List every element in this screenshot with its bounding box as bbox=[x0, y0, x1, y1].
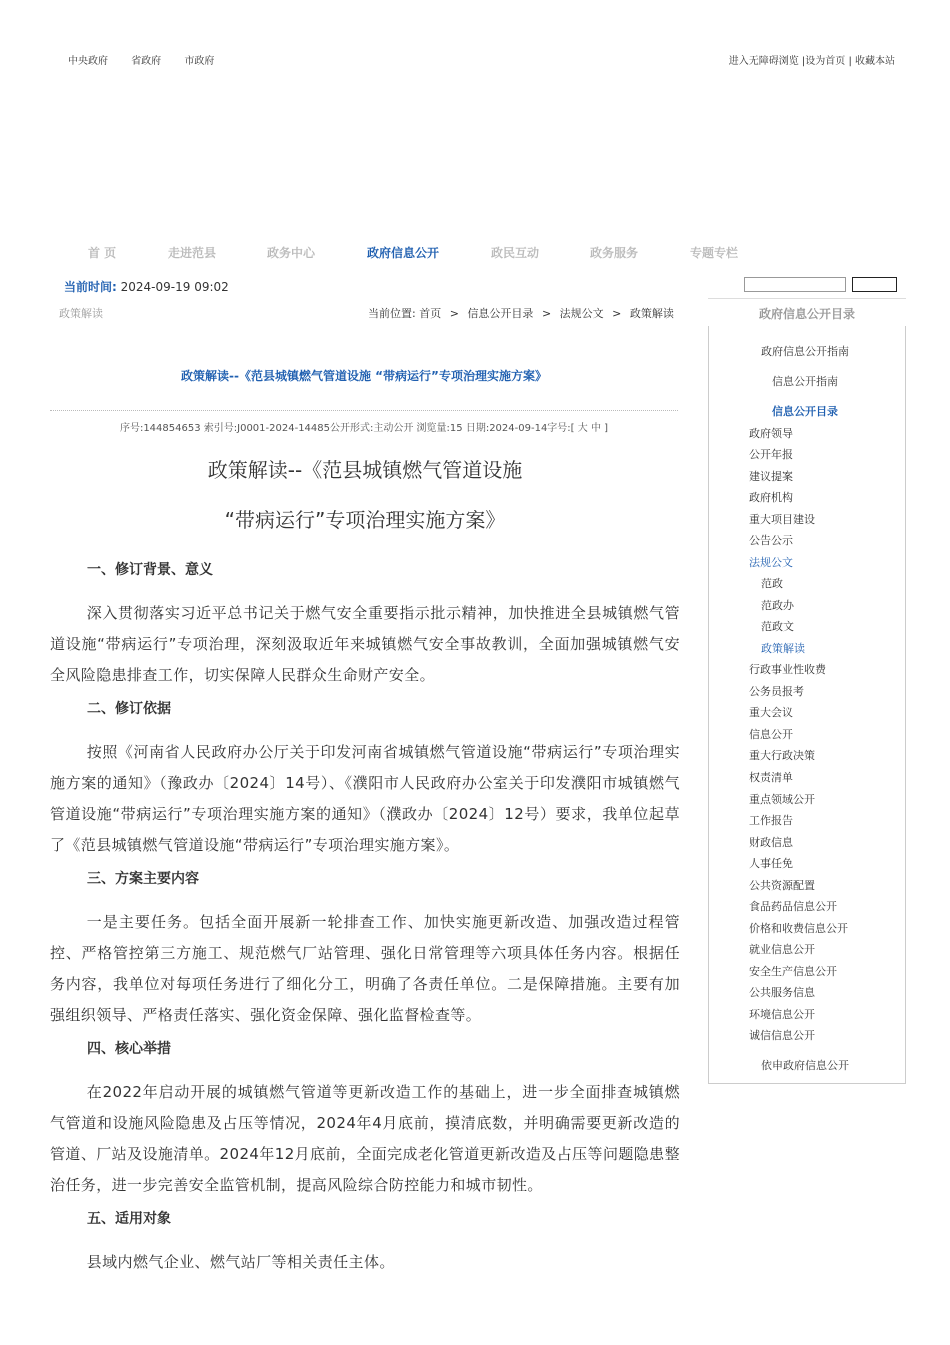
sidebar-item[interactable]: 工作报告 bbox=[749, 814, 793, 827]
search-button[interactable] bbox=[852, 277, 897, 292]
sidebar-item[interactable]: 就业信息公开 bbox=[749, 943, 815, 956]
sidebar-item[interactable]: 公告公示 bbox=[749, 534, 793, 547]
sidebar-item[interactable]: 公开年报 bbox=[749, 448, 793, 461]
sidebar-item[interactable]: 信息公开 bbox=[749, 728, 793, 741]
current-time-label: 当前时间: bbox=[64, 280, 117, 294]
current-time bbox=[64, 278, 229, 295]
sidebar-item[interactable]: 诚信信息公开 bbox=[749, 1029, 815, 1042]
nav-services[interactable]: 政务服务 bbox=[590, 246, 639, 260]
sidebar-panel bbox=[708, 326, 906, 1084]
nav-info-public[interactable]: 政府信息公开 bbox=[367, 246, 440, 260]
sidebar-item[interactable]: 价格和收费信息公开 bbox=[749, 922, 848, 935]
sidebar-item-info-guide[interactable]: 信息公开指南 bbox=[772, 375, 838, 388]
sidebar-item[interactable]: 公务员报考 bbox=[749, 685, 804, 698]
top-link-city[interactable]: 市政府 bbox=[184, 56, 215, 67]
sidebar-subitem[interactable]: 范政办 bbox=[761, 599, 794, 612]
sidebar-subitem[interactable]: 范政 bbox=[761, 577, 783, 590]
sidebar-item[interactable]: 公共资源配置 bbox=[749, 879, 815, 892]
sidebar bbox=[708, 298, 906, 1084]
sidebar-item[interactable]: 食品药品信息公开 bbox=[749, 900, 837, 913]
article-meta: 序号:144854653 索引号:J0001-2024-14485公开形式:主动公开 浏览量:15 日期:2024-09-14字号:[ 大 中 ] bbox=[119, 423, 609, 434]
section-paragraph: 在2022年启动开展的城镇燃气管道等更新改造工作的基础上，进一步全面排查城镇燃气管道和设施风险隐患及占压等情况，2024年4月底前，摸清底数，并明确需要更新改造的管道、厂站及设施清单。2024年12月底前，全面完成老化管道更新改造及占压等问题隐患整治任务，进一步完善安全监管机制，提高风险综合防控能力和城市韧性。 bbox=[50, 1083, 680, 1194]
section-label: 政策解读 bbox=[59, 307, 103, 320]
sidebar-item[interactable]: 财政信息 bbox=[749, 836, 793, 849]
breadcrumb-current[interactable]: 政策解读 bbox=[629, 307, 674, 320]
breadcrumb bbox=[368, 305, 674, 321]
sidebar-item-regulations[interactable]: 法规公文 bbox=[749, 556, 793, 569]
section-title: 五、适用对象 bbox=[87, 1211, 171, 1227]
sidebar-title: 政府信息公开目录 bbox=[708, 298, 906, 326]
sidebar-item[interactable]: 重大会议 bbox=[749, 706, 793, 719]
top-link-central[interactable]: 中央政府 bbox=[68, 56, 108, 67]
section-paragraph: 一是主要任务。包括全面开展新一轮排查工作、加快实施更新改造、加强改造过程管控、严格管控第三方施工、规范燃气厂站管理、强化日常管理等六项具体任务内容。根据任务内容，我单位对每项任务进行了细化分工，明确了各责任单位。二是保障措施。主要有加强组织领导、严格责任落实、强化资金保障、强化监督检查等。 bbox=[50, 913, 680, 1024]
sidebar-item[interactable]: 权责清单 bbox=[749, 771, 793, 784]
sidebar-item[interactable]: 公共服务信息 bbox=[749, 986, 815, 999]
section-paragraph: 深入贯彻落实习近平总书记关于燃气安全重要指示批示精神，加快推进全县城镇燃气管道设施“带病运行”专项治理，深刻汲取近年来城镇燃气安全事故教训，全面加强城镇燃气安全风险隐患排查工作，切实保障人民群众生命财产安全。 bbox=[50, 604, 680, 684]
sidebar-item-apply[interactable]: 依申政府信息公开 bbox=[761, 1059, 849, 1072]
sidebar-item-info-catalog[interactable]: 信息公开目录 bbox=[772, 405, 838, 418]
breadcrumb-separator: > bbox=[449, 307, 459, 320]
current-time-value: 2024-09-19 09:02 bbox=[120, 280, 229, 294]
search-input[interactable] bbox=[744, 277, 846, 292]
sidebar-item[interactable]: 行政事业性收费 bbox=[749, 663, 826, 676]
nav-home[interactable]: 首 页 bbox=[88, 246, 117, 260]
section-title: 三、方案主要内容 bbox=[87, 871, 199, 887]
section-title: 二、修订依据 bbox=[87, 701, 171, 717]
sidebar-item-guide[interactable]: 政府信息公开指南 bbox=[761, 345, 849, 358]
sidebar-subitem-policy[interactable]: 政策解读 bbox=[761, 642, 805, 655]
sidebar-subitem[interactable]: 范政文 bbox=[761, 620, 794, 633]
section-title: 四、核心举措 bbox=[87, 1041, 171, 1057]
article-heading-line1: 政策解读--《范县城镇燃气管道设施 bbox=[207, 458, 523, 482]
top-link-province[interactable]: 省政府 bbox=[131, 56, 162, 67]
nav-affairs[interactable]: 政务中心 bbox=[267, 246, 316, 260]
nav-topics[interactable]: 专题专栏 bbox=[690, 246, 739, 260]
sidebar-item[interactable]: 人事任免 bbox=[749, 857, 793, 870]
sidebar-item[interactable]: 重大行政决策 bbox=[749, 749, 815, 762]
sidebar-item[interactable]: 政府领导 bbox=[749, 427, 793, 440]
sidebar-item[interactable]: 重点领域公开 bbox=[749, 793, 815, 806]
breadcrumb-separator: > bbox=[541, 307, 552, 320]
main-nav bbox=[0, 244, 950, 262]
nav-interaction[interactable]: 政民互动 bbox=[491, 246, 540, 260]
breadcrumb-regulations[interactable]: 法规公文 bbox=[559, 307, 604, 320]
sidebar-item[interactable]: 重大项目建设 bbox=[749, 513, 815, 526]
section-paragraph: 县域内燃气企业、燃气站厂等相关责任主体。 bbox=[86, 1253, 395, 1271]
divider bbox=[50, 410, 678, 411]
section-title: 一、修订背景、意义 bbox=[87, 562, 213, 578]
breadcrumb-catalog[interactable]: 信息公开目录 bbox=[467, 307, 534, 320]
sidebar-item[interactable]: 环境信息公开 bbox=[749, 1008, 815, 1021]
top-right-links[interactable]: 进入无障碍浏览 |设为首页 | 收藏本站 bbox=[728, 56, 895, 67]
article-heading-line2: “带病运行”专项治理实施方案》 bbox=[224, 508, 506, 532]
breadcrumb-separator: > bbox=[612, 307, 622, 320]
sidebar-item[interactable]: 建议提案 bbox=[749, 470, 793, 483]
sidebar-item[interactable]: 安全生产信息公开 bbox=[749, 965, 837, 978]
article-title: 政策解读--《范县城镇燃气管道设施 “带病运行”专项治理实施方案》 bbox=[181, 369, 547, 383]
breadcrumb-home[interactable]: 首页 bbox=[419, 307, 442, 320]
nav-about[interactable]: 走进范县 bbox=[168, 246, 217, 260]
breadcrumb-prefix: 当前位置: bbox=[368, 307, 416, 320]
sidebar-item[interactable]: 政府机构 bbox=[749, 491, 793, 504]
section-paragraph: 按照《河南省人民政府办公厅关于印发河南省城镇燃气管道设施“带病运行”专项治理实施方案的通知》（豫政办〔2024〕14号）、《濮阳市人民政府办公室关于印发濮阳市城镇燃气管道设施“带病运行”专项治理实施方案的通知》（濮政办〔2024〕12号）要求，我单位起草了《范县城镇燃气管道设施“带病运行”专项治理实施方案》。 bbox=[50, 743, 680, 854]
top-links bbox=[68, 52, 234, 67]
article-body bbox=[50, 452, 680, 1286]
